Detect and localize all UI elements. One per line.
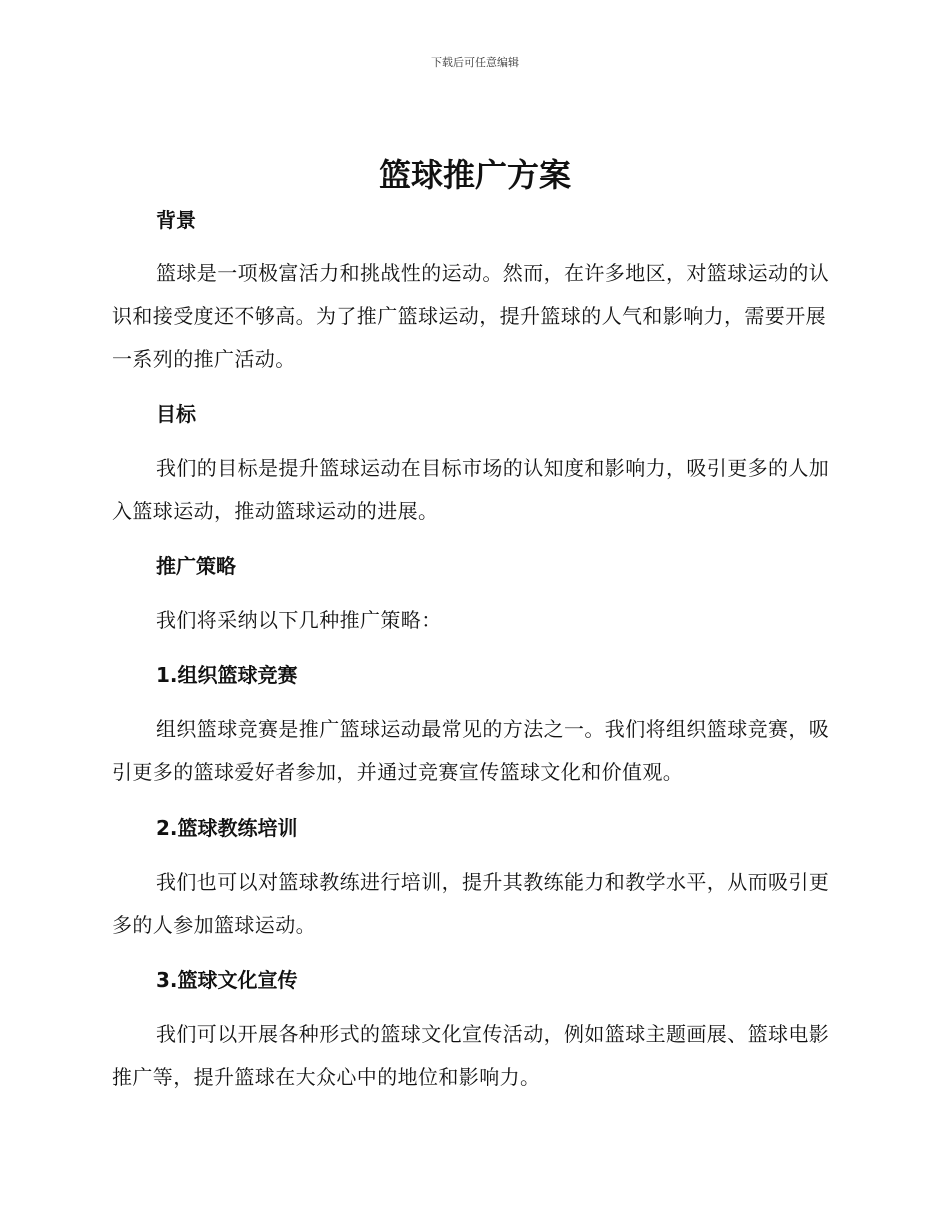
- section-item-3-body: [112, 1013, 832, 1099]
- section-strategy-body: [112, 599, 832, 642]
- section-heading: 目标: [156, 402, 196, 426]
- section-paragraph: 篮球是一项极富活力和挑战性的运动。然而，在许多地区，对篮球运动的认识和接受度还不够高。为了推广篮球运动，提升篮球的人气和影响力，需要开展一系列的推广活动。: [112, 261, 830, 371]
- section-background-body: [112, 252, 832, 381]
- section-item-1-body: [112, 708, 832, 794]
- document-title: 篮球推广方案: [378, 156, 571, 194]
- section-paragraph: 我们的目标是提升篮球运动在目标市场的认知度和影响力，吸引更多的人加入篮球运动，推动篮球运动的进展。: [112, 456, 830, 523]
- section-heading: 3.篮球文化宣传: [156, 968, 298, 992]
- section-goal: [112, 400, 832, 428]
- section-paragraph: 我们也可以对篮球教练进行培训，提升其教练能力和教学水平，从而吸引更多的人参加篮球运动。: [112, 870, 830, 937]
- section-heading: 2.篮球教练培训: [156, 816, 298, 840]
- header-note: 下载后可任意编辑: [431, 56, 519, 69]
- section-item-2-body: [112, 861, 832, 947]
- section-heading: 1.组织篮球竞赛: [156, 663, 298, 687]
- section-heading: 推广策略: [156, 554, 236, 578]
- section-heading: 背景: [156, 208, 196, 232]
- section-paragraph: 组织篮球竞赛是推广篮球运动最常见的方法之一。我们将组织篮球竞赛，吸引更多的篮球爱好者参加，并通过竞赛宣传篮球文化和价值观。: [112, 717, 830, 784]
- section-background: [112, 206, 832, 234]
- section-strategy: [112, 552, 832, 580]
- section-item-2: [112, 814, 832, 842]
- section-paragraph: 我们将采纳以下几种推广策略：: [156, 608, 442, 632]
- section-item-1: [112, 661, 832, 689]
- section-paragraph: 我们可以开展各种形式的篮球文化宣传活动，例如篮球主题画展、篮球电影推广等，提升篮球在大众心中的地位和影响力。: [112, 1022, 830, 1089]
- section-goal-body: [112, 447, 832, 533]
- section-item-3: [112, 966, 832, 994]
